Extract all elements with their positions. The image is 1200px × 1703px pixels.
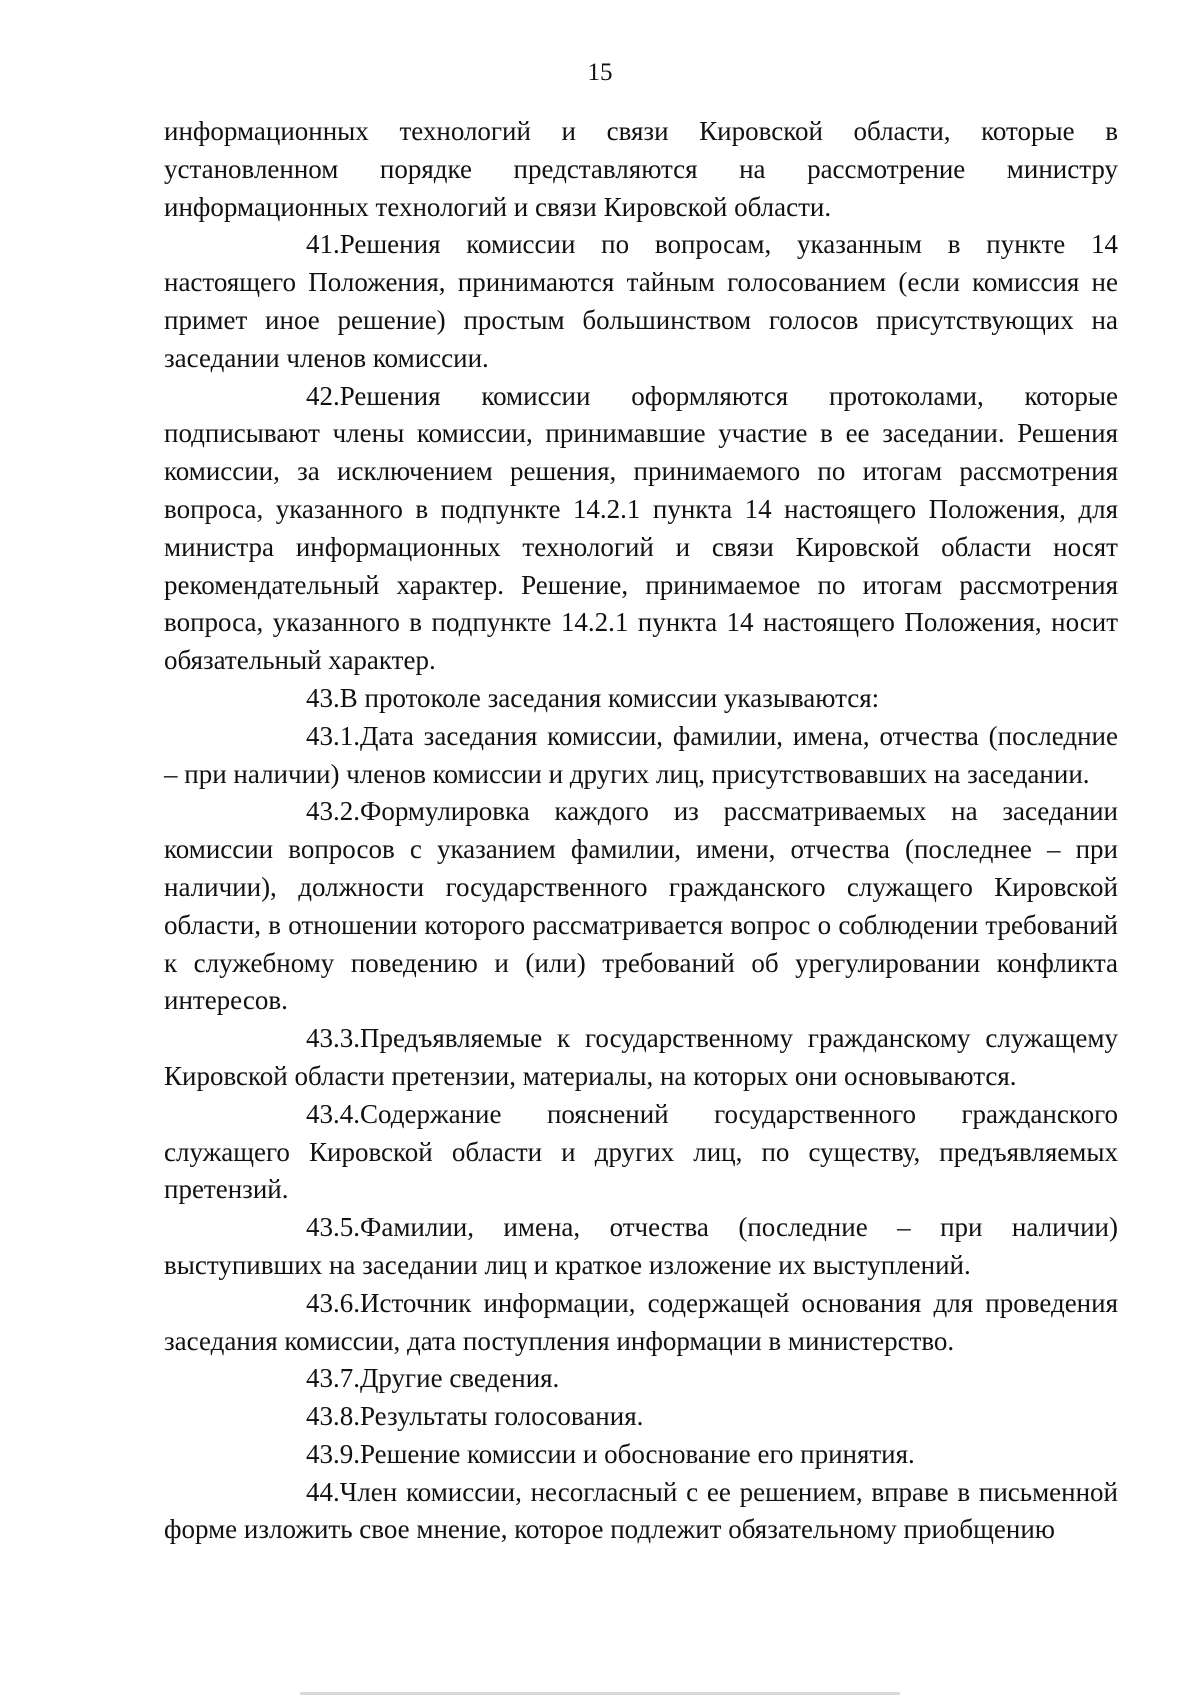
paragraph-text: Решения комиссии оформляются протоколами, которые подписывают члены комиссии, принимавшие участие в ее заседании. Решения комиссии, за исключением решения, принимаемого по итогам рассмотрения вопроса, указанного в подпункте 14.2.1 пункта 14 настоящего Положения, для министра информационных технологий и связи Кировской области носят рекомендательный характер. Решение, принимаемое по итогам рассмотрения вопроса, указанного в подпункте 14.2.1 пункта 14 настоящего Положения, носит обязательный характер. bbox=[164, 380, 1118, 676]
paragraph-text: Другие сведения. bbox=[360, 1363, 560, 1394]
paragraph-number: 43.9. bbox=[306, 1438, 360, 1469]
paragraph-number: 43.4. bbox=[306, 1098, 360, 1129]
scan-edge-mark bbox=[300, 1692, 900, 1695]
paragraph-43-4 bbox=[164, 1096, 1118, 1209]
paragraph-43-5 bbox=[164, 1209, 1118, 1285]
paragraph-number: 43.8. bbox=[306, 1401, 360, 1432]
paragraph-number: 43.3. bbox=[306, 1023, 360, 1054]
paragraph-number: 43.7. bbox=[306, 1363, 360, 1394]
paragraph-43-1 bbox=[164, 718, 1118, 794]
paragraph-text: Источник информации, содержащей основания для проведения заседания комиссии, дата поступления информации в министерство. bbox=[164, 1287, 1118, 1356]
paragraph-number: 44. bbox=[306, 1476, 340, 1507]
paragraph-number: 43.5. bbox=[306, 1212, 360, 1243]
paragraph-text: Формулировка каждого из рассматриваемых на заседании комиссии вопросов с указанием фамилии, имени, отчества (последнее – при наличии), должности государственного гражданского служащего Кировской области, в отношении которого рассматривается вопрос о соблюдении требований к служебному поведению и (или) требований об урегулировании конфликта интересов. bbox=[164, 796, 1118, 1016]
paragraph-text: Фамилии, имена, отчества (последние – при наличии) выступивших на заседании лиц и краткое изложение их выступлений. bbox=[164, 1212, 1118, 1280]
paragraph-43-2 bbox=[164, 793, 1118, 1020]
paragraph-number: 43.2. bbox=[306, 796, 360, 827]
paragraph-text: Дата заседания комиссии, фамилии, имена, отчества (последние – при наличии) членов комиссии и других лиц, присутствовавших на заседании. bbox=[164, 720, 1118, 789]
paragraph-text: Результаты голосования. bbox=[360, 1401, 644, 1432]
paragraph-43-7 bbox=[164, 1360, 1118, 1398]
paragraph-number: 43. bbox=[306, 682, 340, 713]
document-body bbox=[164, 113, 1118, 1549]
paragraph-43 bbox=[164, 680, 1118, 718]
paragraph-text: Решения комиссии по вопросам, указанным в пункте 14 настоящего Положения, принимаются тайным голосованием (если комиссия не примет иное решение) простым большинством голосов присутствующих на заседании членов комиссии. bbox=[164, 229, 1118, 373]
page-number: 15 bbox=[587, 59, 613, 86]
paragraph-continuation bbox=[164, 113, 1118, 226]
paragraph-43-9 bbox=[164, 1436, 1118, 1474]
paragraph-text: Решение комиссии и обоснование его принятия. bbox=[360, 1438, 915, 1469]
paragraph-43-8 bbox=[164, 1398, 1118, 1436]
paragraph-42 bbox=[164, 378, 1118, 680]
paragraph-text: Предъявляемые к государственному гражданскому служащему Кировской области претензии, материалы, на которых они основываются. bbox=[164, 1023, 1118, 1091]
paragraph-number: 42. bbox=[306, 380, 340, 411]
paragraph-44 bbox=[164, 1474, 1118, 1550]
paragraph-number: 43.6. bbox=[306, 1287, 360, 1318]
paragraph-43-3 bbox=[164, 1020, 1118, 1096]
paragraph-41 bbox=[164, 226, 1118, 377]
paragraph-number: 41. bbox=[306, 229, 340, 260]
paragraph-text: информационных технологий и связи Кировской области, которые в установленном порядке представляются на рассмотрение министру информационных технологий и связи Кировской области. bbox=[164, 116, 1118, 222]
paragraph-number: 43.1. bbox=[306, 720, 360, 751]
paragraph-text: Член комиссии, несогласный с ее решением, вправе в письменной форме изложить свое мнение, которое подлежит обязательному приобщению bbox=[164, 1476, 1118, 1545]
paragraph-43-6 bbox=[164, 1285, 1118, 1361]
paragraph-text: Содержание пояснений государственного гражданского служащего Кировской области и других лиц, по существу, предъявляемых претензий. bbox=[164, 1098, 1118, 1205]
paragraph-text: В протоколе заседания комиссии указываются: bbox=[339, 682, 880, 713]
